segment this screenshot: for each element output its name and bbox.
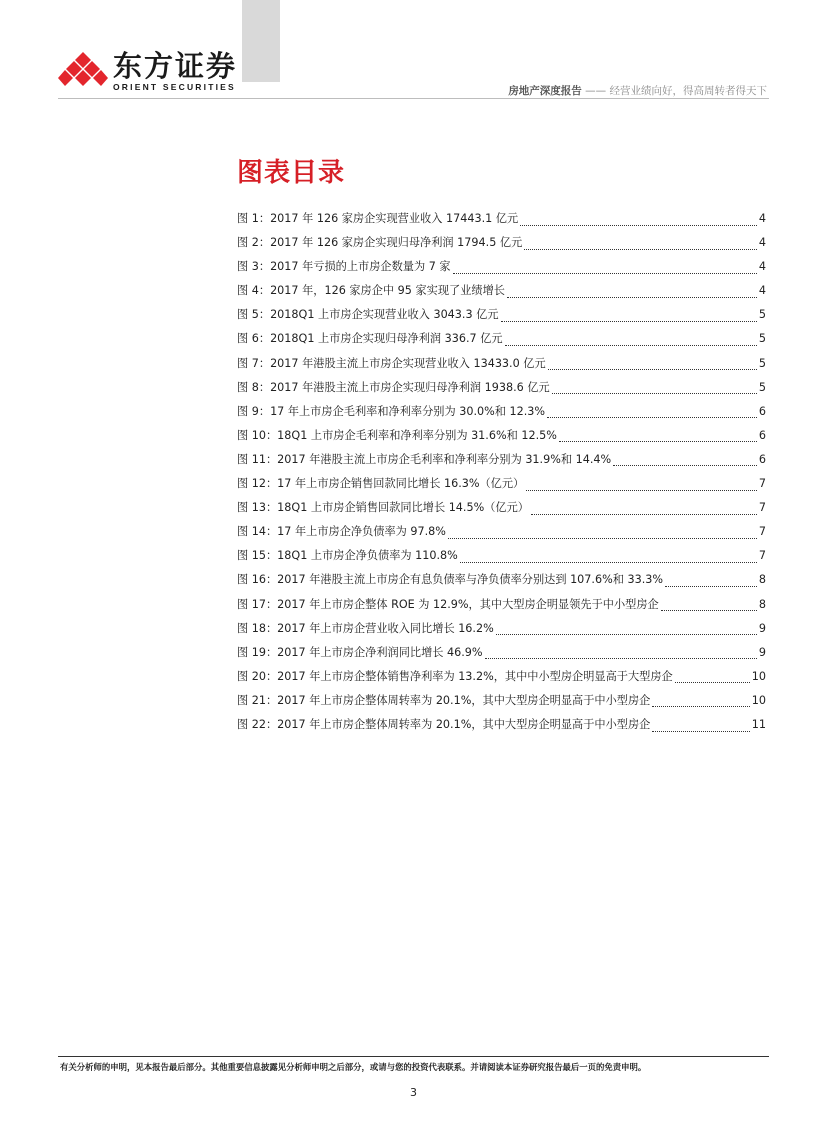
toc-leader-dots xyxy=(496,626,757,635)
toc-leader-dots xyxy=(505,337,757,346)
toc-entry[interactable] xyxy=(237,644,766,668)
toc-entry-page: 4 xyxy=(758,212,766,225)
toc-entry[interactable] xyxy=(237,716,766,740)
toc-entry-text: 2017 年上市房企净利润同比增长 46.9% xyxy=(277,645,483,659)
toc-entry[interactable] xyxy=(237,547,766,571)
toc-entry-page: 7 xyxy=(758,477,766,491)
toc-entry-page: 8 xyxy=(758,573,766,587)
orient-securities-logo-icon xyxy=(58,50,108,94)
toc-entry-page: 4 xyxy=(758,236,766,250)
toc-leader-dots xyxy=(559,433,757,442)
toc-leader-dots xyxy=(485,650,757,659)
toc-entry-label: 图 5： xyxy=(237,308,271,322)
toc-entry-page: 4 xyxy=(758,260,766,274)
toc-entry-label: 图 21： xyxy=(237,693,278,707)
toc-entry-page: 6 xyxy=(758,428,766,442)
toc-entry[interactable] xyxy=(237,499,766,523)
toc-entry-page: 8 xyxy=(758,597,766,611)
toc-entry-page: 6 xyxy=(758,404,766,418)
toc-entry-label: 图 13： xyxy=(237,501,278,515)
header-divider xyxy=(58,98,769,99)
page-number: 3 xyxy=(410,1086,417,1099)
toc-entry-page: 7 xyxy=(758,549,766,563)
toc-entry-text: 17 年上市房企净负债率为 97.8% xyxy=(277,525,446,539)
toc-entry[interactable] xyxy=(237,258,766,282)
toc-entry-text: 18Q1 上市房企销售回款同比增长 14.5%（亿元） xyxy=(277,501,529,515)
toc-entry-page: 5 xyxy=(758,308,766,322)
toc-entry-text: 17 年上市房企毛利率和净利率分别为 30.0%和 12.3% xyxy=(270,404,546,418)
toc-entry-label: 图 2： xyxy=(237,236,271,250)
toc-entry-text: 17 年上市房企销售回款同比增长 16.3%（亿元） xyxy=(277,477,525,491)
toc-entry-label: 图 9： xyxy=(237,404,271,418)
toc-entry-label: 图 20： xyxy=(237,669,278,683)
toc-leader-dots xyxy=(613,457,757,466)
toc-entry-page: 5 xyxy=(758,356,766,370)
toc-entry-text: 2017 年港股主流上市房企有息负债率与净负债率分别达到 107.6%和 33.3% xyxy=(277,573,664,587)
toc-entry-page: 10 xyxy=(751,693,766,707)
toc-entry-label: 图 3： xyxy=(237,260,271,274)
toc-entry-label: 图 16： xyxy=(237,573,278,587)
toc-entry[interactable] xyxy=(237,596,766,620)
toc-leader-dots xyxy=(448,530,757,539)
toc-leader-dots xyxy=(501,313,757,322)
toc-entry[interactable] xyxy=(237,306,766,330)
table-of-figures xyxy=(237,210,766,740)
toc-entry[interactable] xyxy=(237,379,766,403)
toc-entry[interactable] xyxy=(237,234,766,258)
toc-entry-label: 图 8： xyxy=(237,380,271,394)
toc-entry[interactable] xyxy=(237,620,766,644)
toc-entry-page: 6 xyxy=(758,452,766,466)
toc-entry-label: 图 4： xyxy=(237,284,271,298)
toc-entry-text: 2017 年港股主流上市房企实现归母净利润 1938.6 亿元 xyxy=(270,380,550,394)
toc-entry[interactable] xyxy=(237,355,766,379)
toc-entry-text: 2017 年上市房企整体周转率为 20.1%，其中大型房企明显高于中小型房企 xyxy=(277,693,651,707)
toc-entry-text: 2017 年港股主流上市房企实现营业收入 13433.0 亿元 xyxy=(270,356,546,370)
toc-entry-text: 2017 年上市房企整体销售净利率为 13.2%，其中中小型房企明显高于大型房企 xyxy=(277,669,673,683)
toc-entry-page: 7 xyxy=(758,501,766,515)
toc-entry-page: 5 xyxy=(758,332,766,346)
toc-entry-label: 图 12： xyxy=(237,477,278,491)
toc-entry[interactable] xyxy=(237,427,766,451)
toc-entry-label: 图 22： xyxy=(237,717,278,731)
toc-leader-dots xyxy=(531,506,757,515)
toc-entry-page: 7 xyxy=(758,525,766,539)
toc-entry[interactable] xyxy=(237,692,766,716)
toc-entry-label: 图 19： xyxy=(237,645,278,659)
header-decor-bar xyxy=(242,0,280,82)
toc-entry-text: 2017 年上市房企整体周转率为 20.1%，其中大型房企明显高于中小型房企 xyxy=(277,717,651,731)
header-separator: —— xyxy=(585,85,607,97)
toc-entry[interactable] xyxy=(237,282,766,306)
footer-divider xyxy=(58,1056,769,1057)
disclaimer-text: 有关分析师的申明，见本报告最后部分。其他重要信息披露见分析师申明之后部分，或请与您的投资代表联系。并请阅读本证券研究报告最后一页的免责申明。 xyxy=(60,1062,647,1072)
report-type: 房地产深度报告 xyxy=(508,85,582,97)
brand-name-cn: 东方证券 xyxy=(113,49,238,83)
report-subtitle: 经营业绩向好，得高周转者得天下 xyxy=(609,85,767,97)
toc-leader-dots xyxy=(526,482,757,491)
toc-entry-page: 10 xyxy=(751,669,766,683)
toc-leader-dots xyxy=(520,217,757,226)
toc-entry-text: 2018Q1 上市房企实现营业收入 3043.3 亿元 xyxy=(270,308,499,322)
toc-leader-dots xyxy=(547,409,757,418)
toc-leader-dots xyxy=(507,289,757,298)
toc-entry[interactable] xyxy=(237,523,766,547)
toc-entry-page: 9 xyxy=(758,645,766,659)
toc-entry-label: 图 15： xyxy=(237,549,278,563)
toc-entry-text: 2018Q1 上市房企实现归母净利润 336.7 亿元 xyxy=(270,332,503,346)
toc-entry-text: 2017 年 126 家房企实现归母净利润 1794.5 亿元 xyxy=(270,236,523,250)
toc-entry-page: 11 xyxy=(751,717,766,731)
toc-entry[interactable] xyxy=(237,403,766,427)
toc-entry-label: 图 11： xyxy=(237,452,278,466)
toc-entry[interactable] xyxy=(237,210,766,234)
toc-entry-label: 图 10： xyxy=(237,428,278,442)
brand-name-en: ORIENT SECURITIES xyxy=(113,82,236,92)
toc-entry-text: 2017 年 126 家房企实现营业收入 17443.1 亿元 xyxy=(270,212,519,225)
toc-leader-dots xyxy=(460,554,757,563)
page-title: 图表目录 xyxy=(237,158,346,188)
toc-leader-dots xyxy=(548,361,757,370)
toc-entry-text: 2017 年上市房企整体 ROE 为 12.9%，其中大型房企明显领先于中小型房企 xyxy=(277,597,659,611)
toc-entry-page: 4 xyxy=(758,284,766,298)
toc-entry-page: 9 xyxy=(758,621,766,635)
toc-entry-label: 图 7： xyxy=(237,356,271,370)
report-header xyxy=(508,83,767,98)
toc-entry-label: 图 14： xyxy=(237,525,278,539)
toc-entry[interactable] xyxy=(237,571,766,595)
toc-entry-label: 图 17： xyxy=(237,597,278,611)
toc-entry-text: 2017 年亏损的上市房企数量为 7 家 xyxy=(270,260,451,274)
toc-leader-dots xyxy=(524,241,757,250)
toc-entry[interactable] xyxy=(237,475,766,499)
toc-leader-dots xyxy=(675,674,750,683)
toc-entry[interactable] xyxy=(237,668,766,692)
toc-entry[interactable] xyxy=(237,451,766,475)
toc-entry-text: 18Q1 上市房企净负债率为 110.8% xyxy=(277,549,458,563)
toc-leader-dots xyxy=(652,723,749,732)
toc-entry-label: 图 18： xyxy=(237,621,278,635)
toc-entry-label: 图 1： xyxy=(237,212,271,225)
toc-entry-text: 2017 年，126 家房企中 95 家实现了业绩增长 xyxy=(270,284,505,298)
toc-leader-dots xyxy=(453,265,757,274)
toc-leader-dots xyxy=(652,698,749,707)
toc-leader-dots xyxy=(552,385,757,394)
toc-leader-dots xyxy=(665,578,757,587)
toc-entry-page: 5 xyxy=(758,380,766,394)
toc-leader-dots xyxy=(661,602,757,611)
toc-entry-text: 2017 年上市房企营业收入同比增长 16.2% xyxy=(277,621,494,635)
toc-entry[interactable] xyxy=(237,330,766,354)
toc-entry-text: 2017 年港股主流上市房企毛利率和净利率分别为 31.9%和 14.4% xyxy=(277,452,612,466)
toc-entry-label: 图 6： xyxy=(237,332,271,346)
toc-entry-text: 18Q1 上市房企毛利率和净利率分别为 31.6%和 12.5% xyxy=(277,428,557,442)
